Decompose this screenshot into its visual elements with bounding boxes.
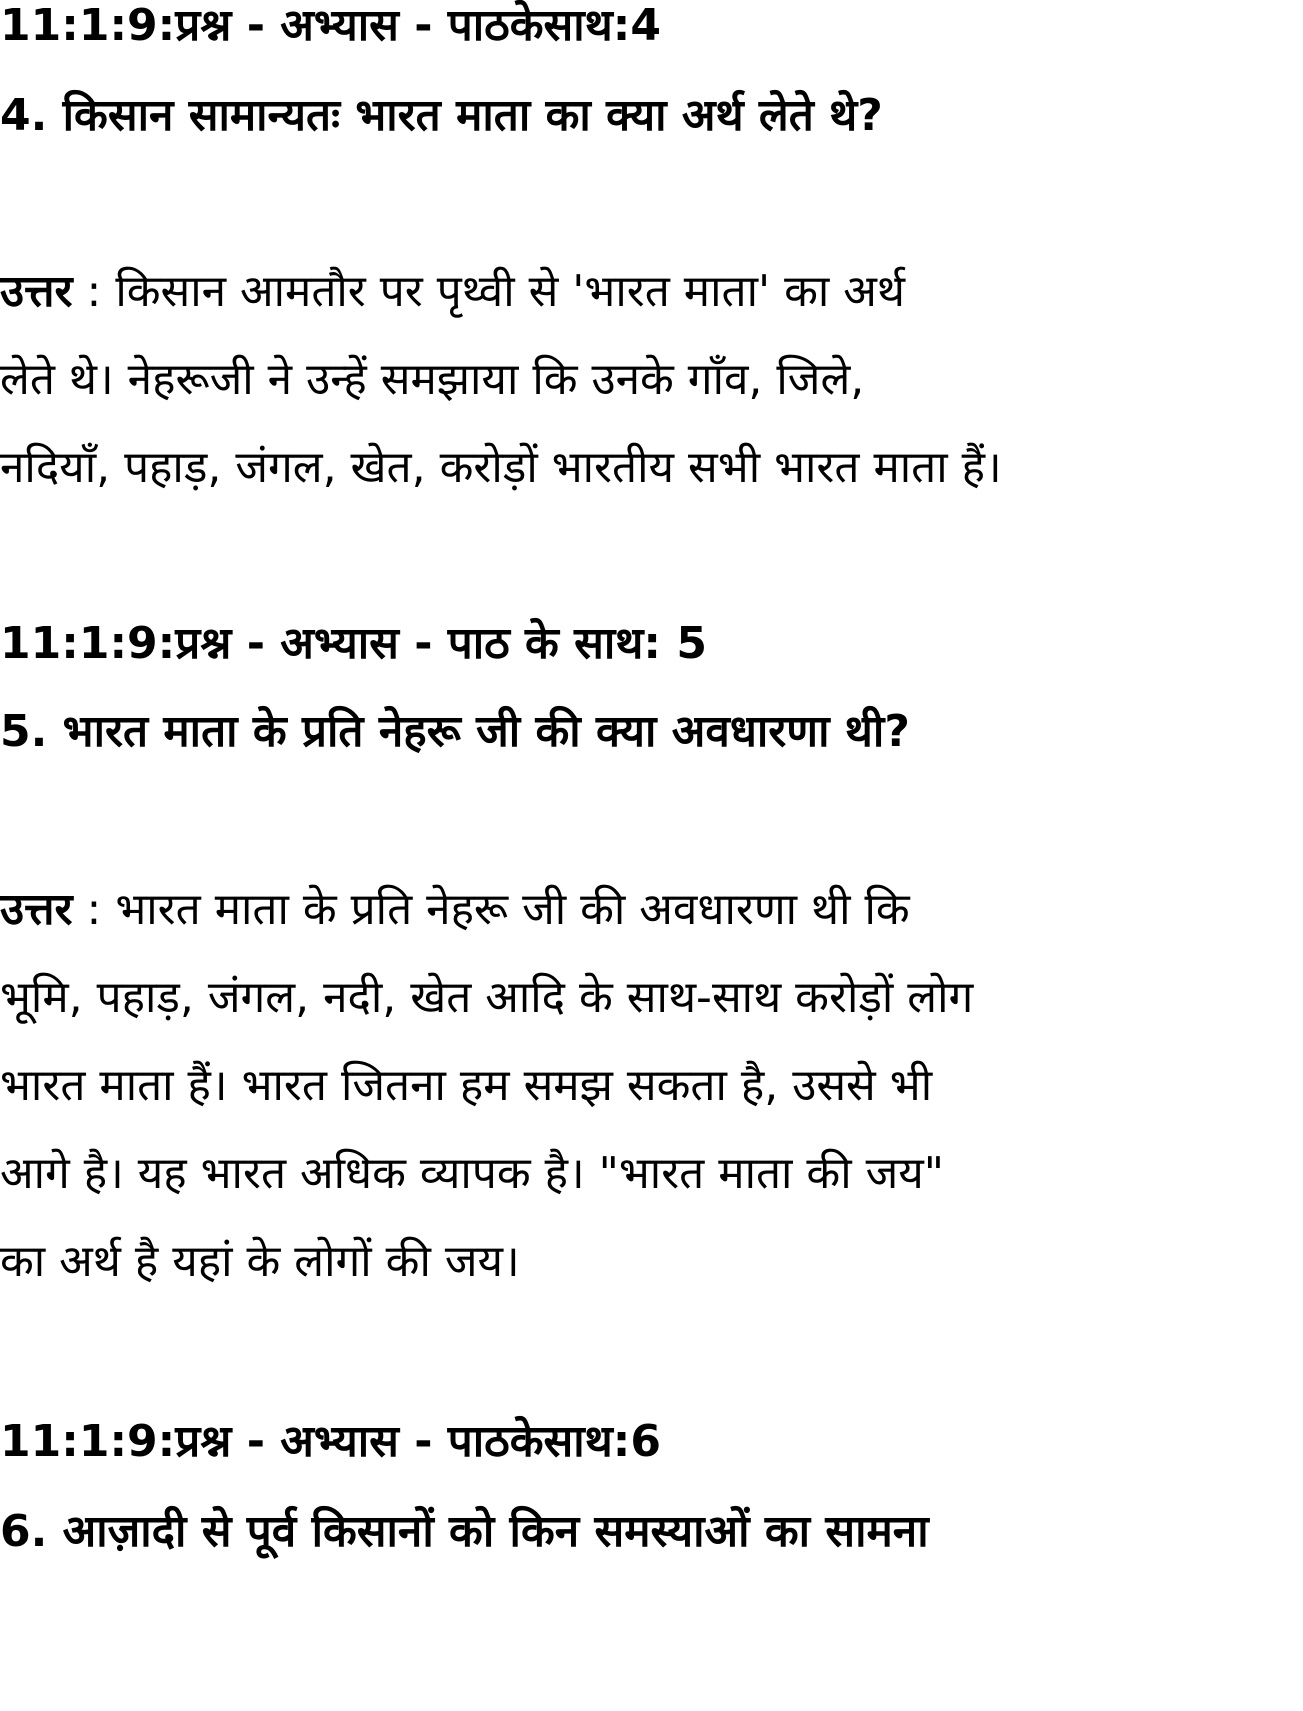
answer-text: : भारत माता के प्रति नेहरू जी की अवधारणा थी कि xyxy=(72,884,910,935)
question-text: 4. किसान सामान्यतः भारत माता का क्या अर्थ लेते थे? xyxy=(0,90,883,141)
answer-line: भारत माता हैं। भारत जितना हम समझ सकता है, उससे भी xyxy=(0,1060,933,1111)
question-text: 5. भारत माता के प्रति नेहरू जी की क्या अवधारणा थी? xyxy=(0,706,910,757)
question-text: 6. आज़ादी से पूर्व किसानों को किन समस्याओं का सामना xyxy=(0,1506,929,1557)
answer-line: नदियाँ, पहाड़, जंगल, खेत, करोड़ों भारतीय सभी भारत माता हैं। xyxy=(0,442,1002,493)
answer-line: आगे है। यह भारत अधिक व्यापक है। "भारत माता की जय" xyxy=(0,1148,945,1199)
answer-line: का अर्थ है यहां के लोगों की जय। xyxy=(0,1236,520,1287)
answer-line xyxy=(0,262,1303,322)
answer-label: उत्तर xyxy=(0,884,73,935)
section-header: 11:1:9:प्रश्न - अभ्यास - पाठकेसाथ:6 xyxy=(0,1416,661,1467)
answer-line xyxy=(0,880,1303,940)
section-header: 11:1:9:प्रश्न - अभ्यास - पाठ के साथ: 5 xyxy=(0,618,707,669)
answer-label: उत्तर xyxy=(0,266,73,317)
answer-line: लेते थे। नेहरूजी ने उन्हें समझाया कि उनके गाँव, जिले, xyxy=(0,354,865,405)
section-header: 11:1:9:प्रश्न - अभ्यास - पाठकेसाथ:4 xyxy=(0,0,661,51)
answer-text: : किसान आमतौर पर पृथ्वी से 'भारत माता' का अर्थ xyxy=(72,266,905,317)
answer-line: भूमि, पहाड़, जंगल, नदी, खेत आदि के साथ-साथ करोड़ों लोग xyxy=(0,972,974,1023)
